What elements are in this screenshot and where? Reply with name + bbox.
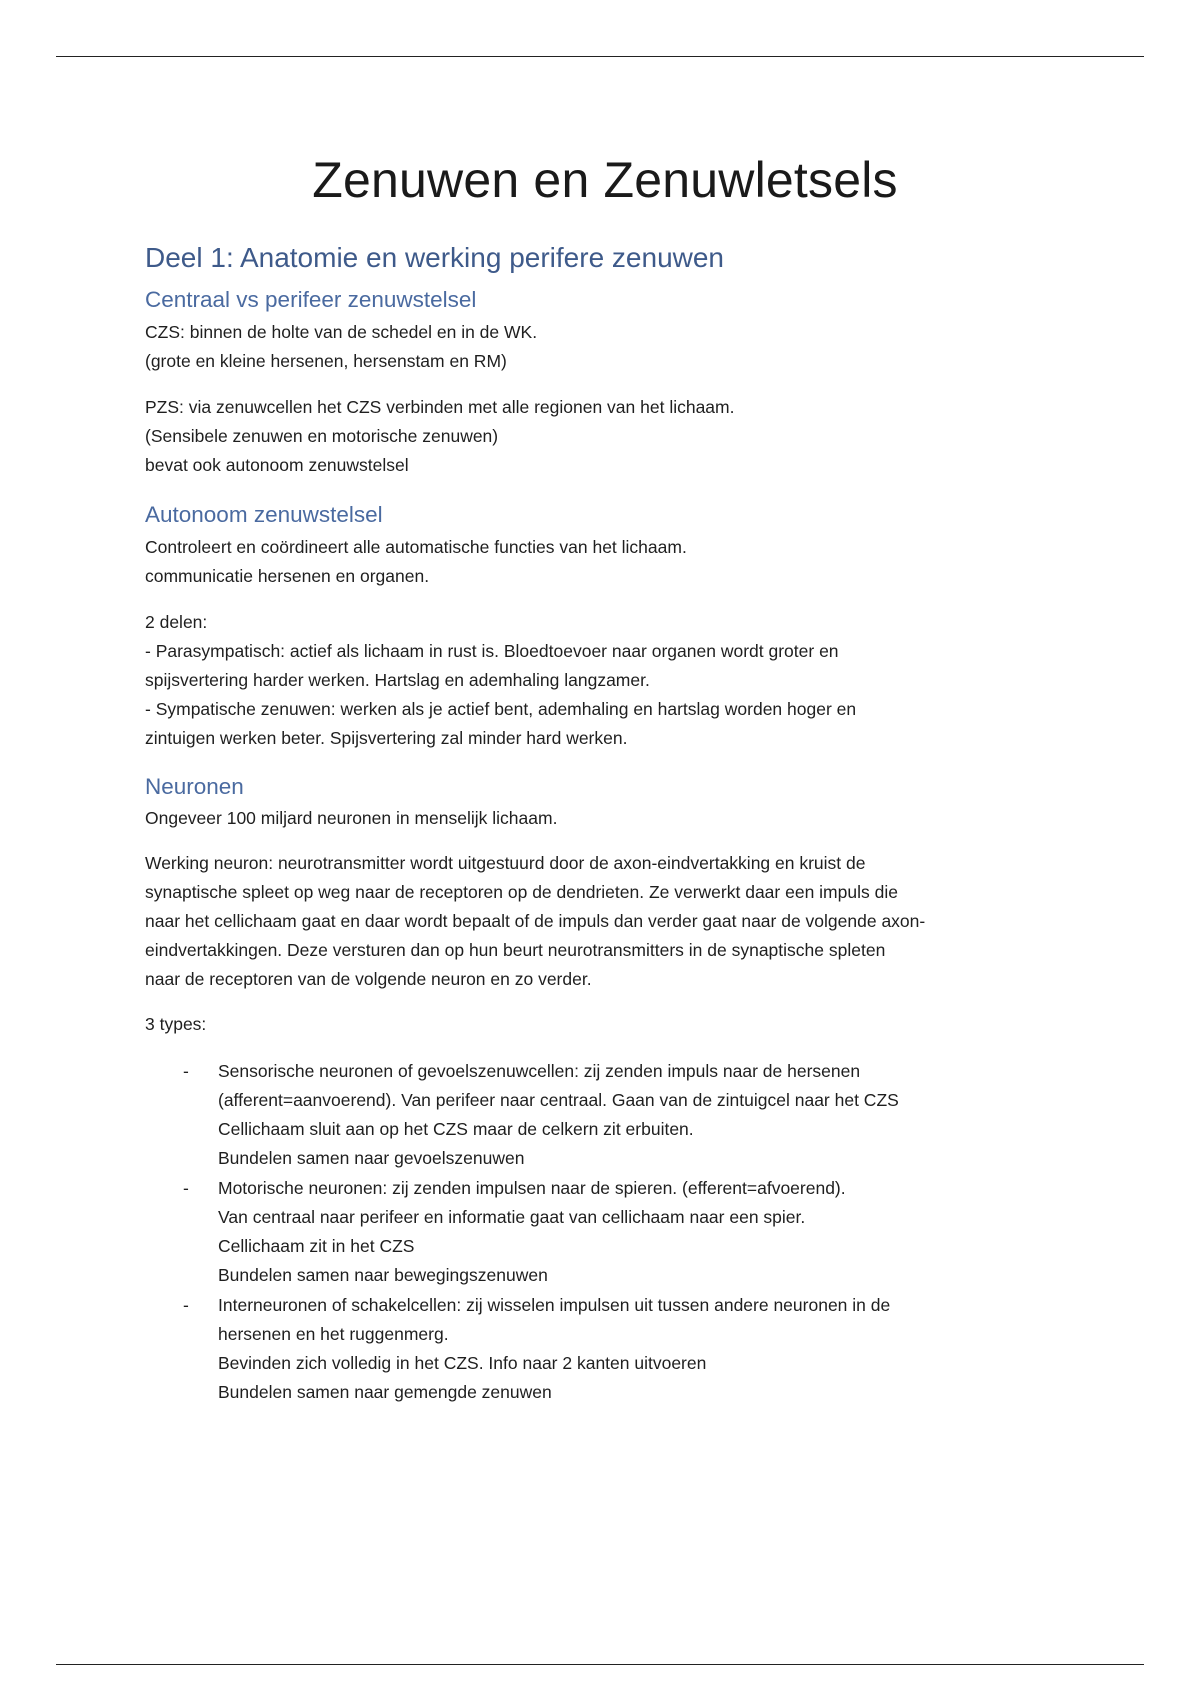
autonomous-parts-line: zintuigen werken beter. Spijsvertering zal minder hard werken. [145,728,628,748]
neuron-working-line: naar het cellichaam gaat en daar wordt bepaalt of de impuls dan verder gaat naar de volgende axon- [145,911,926,931]
neuron-type-line: Cellichaam zit in het CZS [218,1236,415,1256]
neuron-type-line: Bundelen samen naar gemengde zenuwen [218,1382,552,1402]
autonomous-parts-line: spijsvertering harder werken. Hartslag en ademhaling langzamer. [145,670,650,690]
neuron-type-line: Interneuronen of schakelcellen: zij wisselen impulsen uit tussen andere neuronen in de [218,1295,891,1315]
neuron-type-line: hersenen en het ruggenmerg. [218,1324,449,1344]
czs-line: CZS: binnen de holte van de schedel en in de WK. [145,322,538,342]
autonomous-intro-line: Controleert en coördineert alle automatische functies van het lichaam. [145,537,687,557]
list-bullet: - [183,1295,189,1315]
neuron-type-line: Van centraal naar perifeer en informatie gaat van cellichaam naar een spier. [218,1207,806,1227]
document-title: Zenuwen en Zenuwletsels [312,152,898,208]
autonomous-intro-line: communicatie hersenen en organen. [145,566,430,586]
part1-heading: Deel 1: Anatomie en werking perifere zenuwen [145,242,725,273]
neuron-type-line: Bundelen samen naar gevoelszenuwen [218,1148,525,1168]
neuron-working-line: naar de receptoren van de volgende neuron en zo verder. [145,969,592,989]
czs-line: (grote en kleine hersenen, hersenstam en RM) [145,351,507,371]
pzs-line: PZS: via zenuwcellen het CZS verbinden met alle regionen van het lichaam. [145,397,735,417]
section-heading-neurons: Neuronen [145,774,244,799]
neuron-type-line: (afferent=aanvoerend). Van perifeer naar centraal. Gaan van de zintuigcel naar het CZS [218,1090,899,1110]
neuron-working-line: synaptische spleet op weg naar de receptoren op de dendrieten. Ze verwerkt daar een impuls die [145,882,898,902]
neuron-working-line: eindvertakkingen. Deze versturen dan op hun beurt neurotransmitters in de synaptische spleten [145,940,886,960]
neuron-type-line: Sensorische neuronen of gevoelszenuwcellen: zij zenden impuls naar de hersenen [218,1061,861,1081]
autonomous-parts-line: - Parasympatisch: actief als lichaam in rust is. Bloedtoevoer naar organen wordt groter en [145,641,839,661]
neuron-type-line: Motorische neuronen: zij zenden impulsen naar de spieren. (efferent=afvoerend). [218,1178,846,1198]
pzs-line: bevat ook autonoom zenuwstelsel [145,455,409,475]
autonomous-parts-line: - Sympatische zenuwen: werken als je actief bent, ademhaling en hartslag worden hoger en [145,699,857,719]
section-heading-autonomous: Autonoom zenuwstelsel [145,502,383,527]
neuron-count-line: Ongeveer 100 miljard neuronen in menselijk lichaam. [145,808,558,828]
types-label: 3 types: [145,1014,207,1034]
pzs-line: (Sensibele zenuwen en motorische zenuwen) [145,426,499,446]
list-bullet: - [183,1178,189,1198]
footer-rule [56,1664,1144,1665]
section-heading-cns-pns: Centraal vs perifeer zenuwstelsel [145,287,477,312]
neuron-type-line: Bundelen samen naar bewegingszenuwen [218,1265,548,1285]
list-bullet: - [183,1061,189,1081]
header-rule [56,56,1144,57]
neuron-type-line: Bevinden zich volledig in het CZS. Info naar 2 kanten uitvoeren [218,1353,707,1373]
autonomous-parts-line: 2 delen: [145,612,208,632]
neuron-type-line: Cellichaam sluit aan op het CZS maar de celkern zit erbuiten. [218,1119,694,1139]
neuron-working-line: Werking neuron: neurotransmitter wordt uitgestuurd door de axon-eindvertakking en kruist de [145,853,866,873]
